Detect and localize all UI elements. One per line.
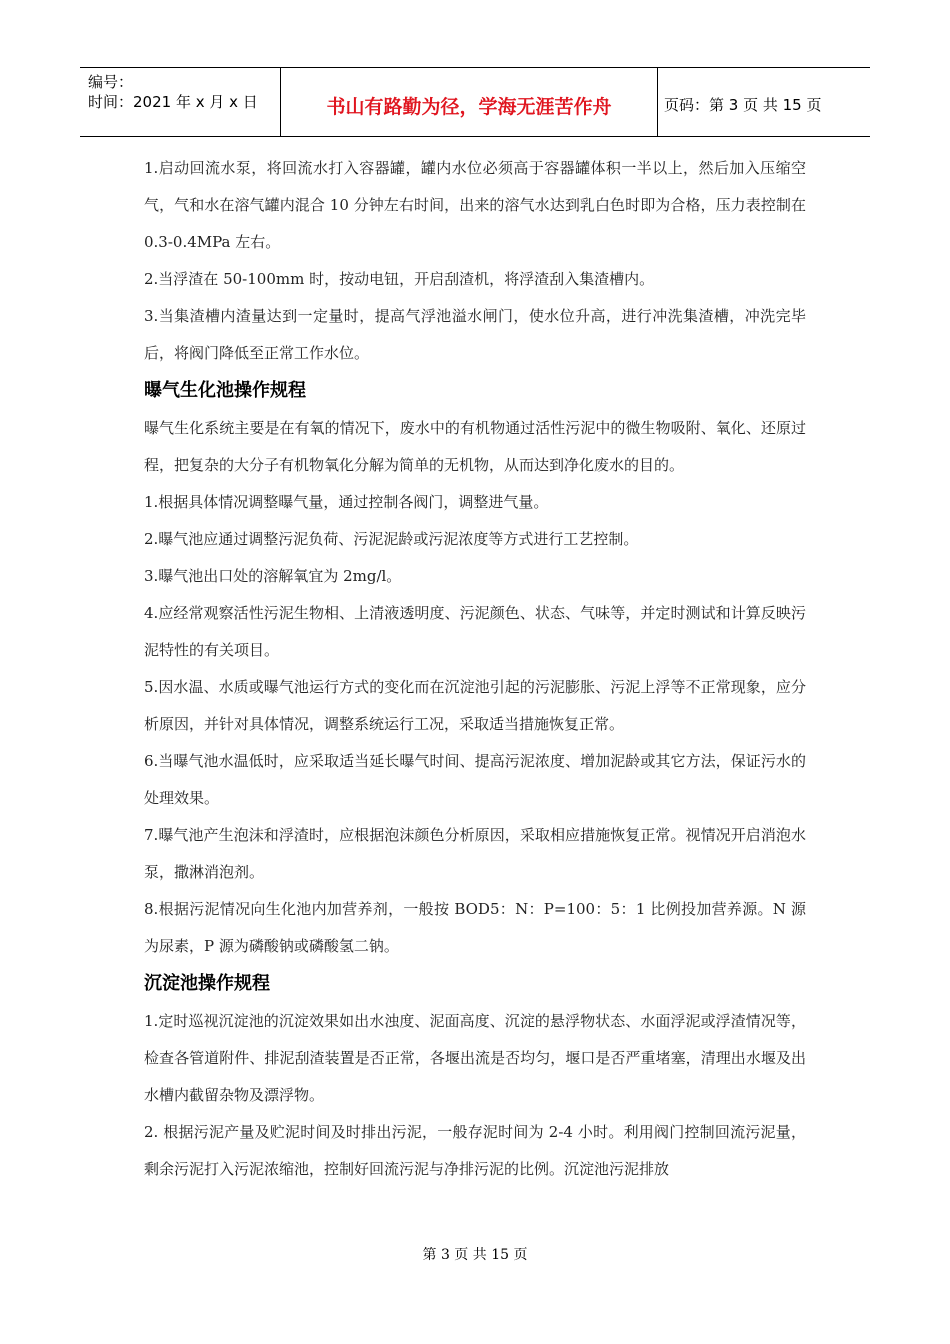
paragraph: 3.曝气池出口处的溶解氧宜为 2mg/l。 [144, 567, 402, 585]
paragraph: 8.根据污泥情况向生化池内加营养剂，一般按 BOD5：N：P=100：5：1 比例投加营养源。N 源为尿素，P 源为磷酸钠或磷酸氢二钠。 [144, 900, 806, 955]
header-page-info [658, 68, 870, 136]
page-header [80, 67, 870, 137]
section-heading: 曝气生化池操作规程 [144, 380, 306, 401]
paragraph: 1.定时巡视沉淀池的沉淀效果如出水浊度、泥面高度、沉淀的悬浮物状态、水面浮泥或浮渣情况等，检查各管道附件、排泥刮渣装置是否正常，各堰出流是否均匀，堰口是否严重堵塞，清理出水堰及出水槽内截留杂物及漂浮物。 [144, 1012, 806, 1104]
paragraph: 1.根据具体情况调整曝气量，通过控制各阀门，调整进气量。 [144, 493, 549, 511]
paragraph: 4.应经常观察活性污泥生物相、上清液透明度、污泥颜色、状态、气味等，并定时测试和计算反映污泥特性的有关项目。 [144, 604, 806, 659]
header-meta [80, 68, 281, 136]
number-label: 编号： [88, 73, 134, 91]
paragraph: 3.当集渣槽内渣量达到一定量时，提高气浮池溢水闸门，使水位升高，进行冲洗集渣槽，冲洗完毕后，将阀门降低至正常工作水位。 [144, 307, 806, 362]
page-footer [0, 1244, 950, 1264]
paragraph: 2.曝气池应通过调整污泥负荷、污泥泥龄或污泥浓度等方式进行工艺控制。 [144, 530, 639, 548]
paragraph: 6.当曝气池水温低时，应采取适当延长曝气时间、提高污泥浓度、增加泥龄或其它方法，保证污水的处理效果。 [144, 752, 806, 807]
paragraph: 7.曝气池产生泡沫和浮渣时，应根据泡沫颜色分析原因，采取相应措施恢复正常。视情况开启消泡水泵，撒淋消泡剂。 [144, 826, 806, 881]
paragraph: 2. 根据污泥产量及贮泥时间及时排出污泥，一般存泥时间为 2-4 小时。利用阀门控制回流污泥量，剩余污泥打入污泥浓缩池，控制好回流污泥与净排污泥的比例。沉淀池污泥排放 [144, 1123, 806, 1178]
motto-text: 书山有路勤为径，学海无涯苦作舟 [326, 95, 612, 118]
page-label: 页码：第 3 页 共 15 页 [664, 95, 822, 114]
paragraph: 1.启动回流水泵，将回流水打入容器罐，罐内水位必须高于容器罐体积一半以上，然后加入压缩空气，气和水在溶气罐内混合 10 分钟左右时间，出来的溶气水达到乳白色时即为合格，压力表控制在 0.3-0.4MPa 左右。 [144, 159, 806, 251]
paragraph: 5.因水温、水质或曝气池运行方式的变化而在沉淀池引起的污泥膨胀、污泥上浮等不正常现象，应分析原因，并针对具体情况，调整系统运行工况，采取适当措施恢复正常。 [144, 678, 806, 733]
paragraph: 曝气生化系统主要是在有氧的情况下，废水中的有机物通过活性污泥中的微生物吸附、氧化、还原过程，把复杂的大分子有机物氧化分解为简单的无机物，从而达到净化废水的目的。 [144, 419, 806, 474]
paragraph: 2.当浮渣在 50-100mm 时，按动电钮，开启刮渣机，将浮渣刮入集渣槽内。 [144, 270, 655, 288]
header-motto [281, 68, 658, 136]
date-label: 时间：2021 年 x 月 x 日 [88, 93, 258, 111]
footer-page-number: 第 3 页 共 15 页 [422, 1247, 528, 1263]
section-heading: 沉淀池操作规程 [144, 973, 270, 994]
document-body [144, 150, 806, 1188]
